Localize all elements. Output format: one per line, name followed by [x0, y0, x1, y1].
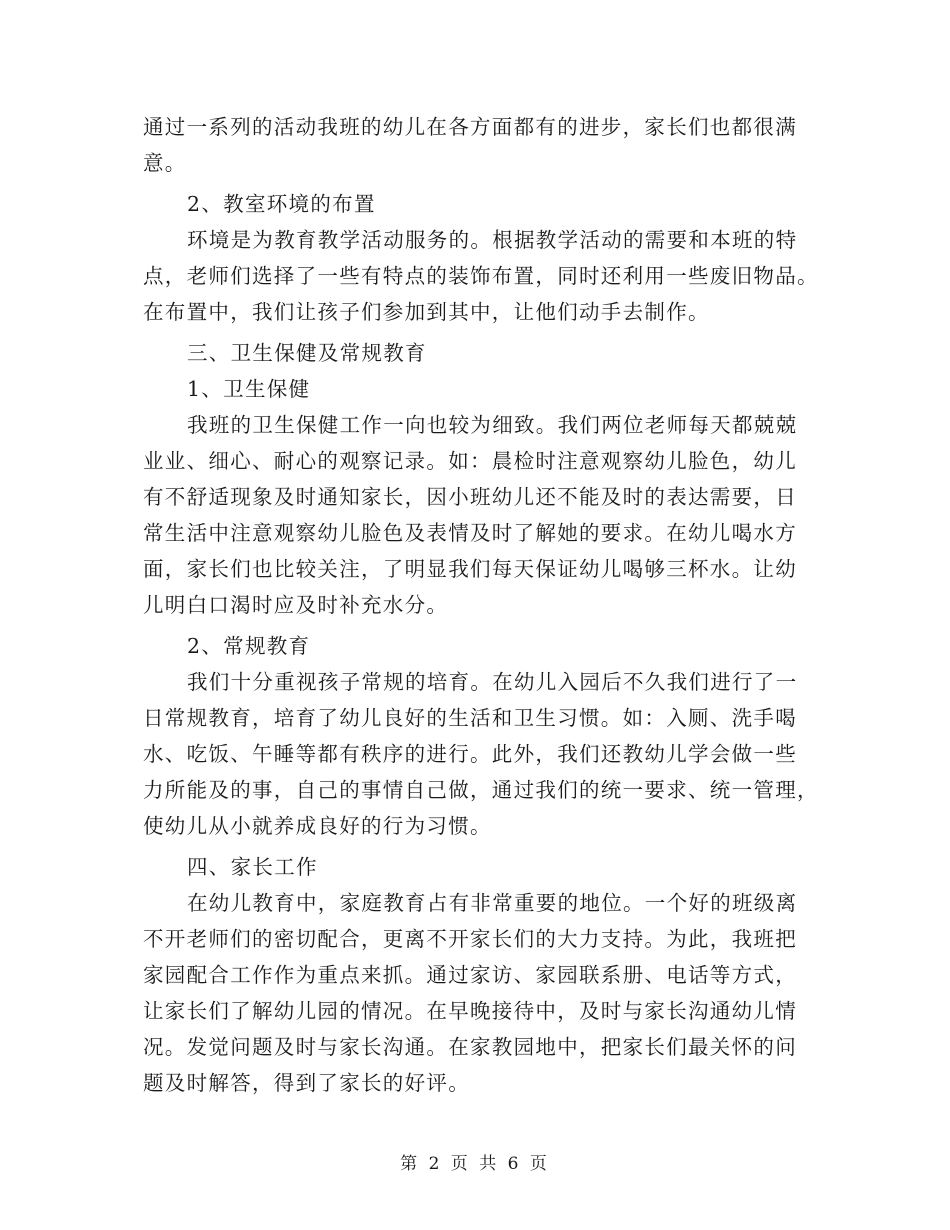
body-line: 力所能及的事，自己的事情自己做，通过我们的统一要求、统一管理，: [143, 778, 819, 802]
body-line: 业业、细心、耐心的观察记录。如：晨检时注意观察幼儿脸色，幼儿: [143, 449, 797, 473]
section-heading: 四、家长工作: [187, 855, 318, 879]
body-line: 我班的卫生保健工作一向也较为细致。我们两位老师每天都兢兢: [187, 413, 798, 437]
body-line: 意。: [143, 151, 187, 175]
section-heading: 2、教室环境的布置: [187, 192, 376, 216]
body-line: 在布置中，我们让孩子们参加到其中，让他们动手去制作。: [143, 300, 710, 324]
body-line: 不开老师们的密切配合，更离不开家长们的大力支持。为此，我班把: [143, 927, 797, 951]
body-line: 面，家长们也比较关注，了明显我们每天保证幼儿喝够三杯水。让幼: [143, 557, 797, 581]
body-line: 题及时解答，得到了家长的好评。: [143, 1071, 470, 1095]
body-line: 儿明白口渴时应及时补充水分。: [143, 593, 449, 617]
body-line: 有不舒适现象及时通知家长，因小班幼儿还不能及时的表达需要，日: [143, 485, 797, 509]
body-line: 日常规教育，培育了幼儿良好的生活和卫生习惯。如：入厕、洗手喝: [143, 706, 797, 730]
body-line: 在幼儿教育中，家庭教育占有非常重要的地位。一个好的班级离: [187, 891, 798, 915]
body-line: 水、吃饭、午睡等都有秩序的进行。此外，我们还教幼儿学会做一些: [143, 742, 797, 766]
page-number-footer: 第 2 页 共 6 页: [400, 1154, 550, 1174]
body-line: 点，老师们选择了一些有特点的装饰布置，同时还利用一些废旧物品。: [143, 264, 819, 288]
section-heading: 1、卫生保健: [187, 377, 311, 401]
body-line: 环境是为教育教学活动服务的。根据教学活动的需要和本班的特: [187, 228, 798, 252]
body-line: 使幼儿从小就养成良好的行为习惯。: [143, 814, 492, 838]
body-line: 况。发觉问题及时与家长沟通。在家教园地中，把家长们最关怀的问: [143, 1035, 797, 1059]
section-heading: 三、卫生保健及常规教育: [187, 341, 427, 365]
body-line: 家园配合工作作为重点来抓。通过家访、家园联系册、电话等方式，: [143, 963, 797, 987]
section-heading: 2、常规教育: [187, 634, 311, 658]
body-line: 让家长们了解幼儿园的情况。在早晚接待中，及时与家长沟通幼儿情: [143, 999, 797, 1023]
body-line: 我们十分重视孩子常规的培育。在幼儿入园后不久我们进行了一: [187, 670, 798, 694]
body-line: 常生活中注意观察幼儿脸色及表情及时了解她的要求。在幼儿喝水方: [143, 521, 797, 545]
body-line: 通过一系列的活动我班的幼儿在各方面都有的进步，家长们也都很满: [143, 115, 797, 139]
